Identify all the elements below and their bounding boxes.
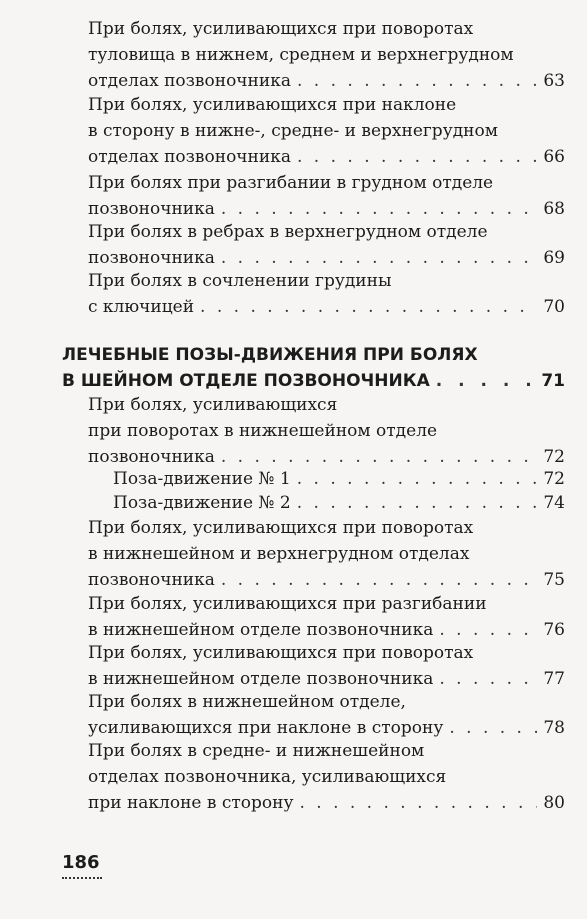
toc-entry [88, 170, 565, 222]
page-number: 74 [543, 493, 565, 513]
toc-entry-line: При болях, усиливающихся при поворотах [88, 518, 474, 538]
toc-entry [88, 640, 565, 692]
toc-entry-line: при наклоне в сторону [88, 793, 294, 813]
dot-leader [299, 790, 537, 816]
toc-entry-line: При болях в ребрах в верхнегрудном отделе [88, 222, 488, 242]
page-number: 72 [543, 469, 565, 489]
toc-entry [88, 738, 565, 816]
toc-entry-line: позвоночника [88, 447, 215, 467]
toc-entry [88, 92, 565, 170]
toc-entry-line: отделах позвоночника [88, 147, 291, 167]
page-number: 75 [543, 570, 565, 590]
page-number: 80 [543, 793, 565, 813]
toc-entry-line: При болях в сочленении грудины [88, 271, 392, 291]
toc-entry [88, 591, 565, 643]
dot-leader [297, 144, 537, 170]
dot-leader [297, 68, 537, 94]
toc-subentry [113, 466, 565, 492]
toc-entry-line: отделах позвоночника, усиливающихся [88, 767, 447, 787]
toc-entry-line: При болях, усиливающихся при наклоне [88, 95, 457, 115]
toc-entry-line: позвоночника [88, 199, 215, 219]
toc-entry-line: При болях, усиливающихся при поворотах [88, 643, 474, 663]
section-heading [62, 343, 565, 394]
folio-dotted-rule [62, 877, 102, 879]
toc-entry [88, 515, 565, 593]
folio-number: 186 [62, 852, 100, 873]
dot-leader [297, 466, 537, 492]
toc-entry-line: При болях, усиливающихся при поворотах [88, 19, 474, 39]
toc-entry-line: туловища в нижнем, среднем и верхнегрудном [88, 45, 514, 65]
toc-entry-line: При болях, усиливающихся [88, 395, 338, 415]
page-number: 66 [543, 147, 565, 167]
toc-entry-line: усиливающихся при наклоне в сторону [88, 718, 444, 738]
page-number: 72 [543, 447, 565, 467]
toc-entry-line: Поза-движение № 2 [113, 493, 291, 513]
toc-entry [88, 16, 565, 94]
page-number: 77 [543, 669, 565, 689]
toc-entry-line: При болях в нижнешейном отделе, [88, 692, 406, 712]
toc-entry-line: при поворотах в нижнешейном отделе [88, 421, 438, 441]
toc-entry-line: в нижнешейном отделе позвоночника [88, 620, 434, 640]
page-number: 70 [543, 297, 565, 317]
toc-subentry [113, 490, 565, 516]
dot-leader [200, 294, 537, 320]
toc-entry-line: При болях, усиливающихся при разгибании [88, 594, 487, 614]
toc-entry [88, 392, 565, 470]
dot-leader [436, 369, 536, 394]
page-number: 69 [543, 248, 565, 268]
toc-entry [88, 219, 565, 271]
page-number: 71 [541, 371, 565, 391]
toc-entry-line: При болях в средне- и нижнешейном [88, 741, 425, 761]
toc-entry-line: в нижнешейном отделе позвоночника [88, 669, 434, 689]
toc-entry [88, 268, 565, 320]
toc-entry-line: в сторону в нижне-, средне- и верхнегрудном [88, 121, 498, 141]
toc-entry-line: отделах позвоночника [88, 71, 291, 91]
page-number: 63 [543, 71, 565, 91]
toc-entry-line: Поза-движение № 1 [113, 469, 291, 489]
section-heading-line: В ШЕЙНОМ ОТДЕЛЕ ПОЗВОНОЧНИКА [62, 371, 430, 391]
toc-entry-line: в нижнешейном и верхнегрудном отделах [88, 544, 470, 564]
dot-leader [297, 490, 537, 516]
toc-entry-line: позвоночника [88, 248, 215, 268]
page-number: 78 [543, 718, 565, 738]
dot-leader [221, 567, 537, 593]
toc-entry-line: При болях при разгибании в грудном отделе [88, 173, 494, 193]
page-number: 68 [543, 199, 565, 219]
toc-entry [88, 689, 565, 741]
page-number: 76 [543, 620, 565, 640]
toc-entry-line: с ключицей [88, 297, 195, 317]
section-heading-line: ЛЕЧЕБНЫЕ ПОЗЫ-ДВИЖЕНИЯ ПРИ БОЛЯХ [62, 345, 478, 365]
toc-entry-line: позвоночника [88, 570, 215, 590]
